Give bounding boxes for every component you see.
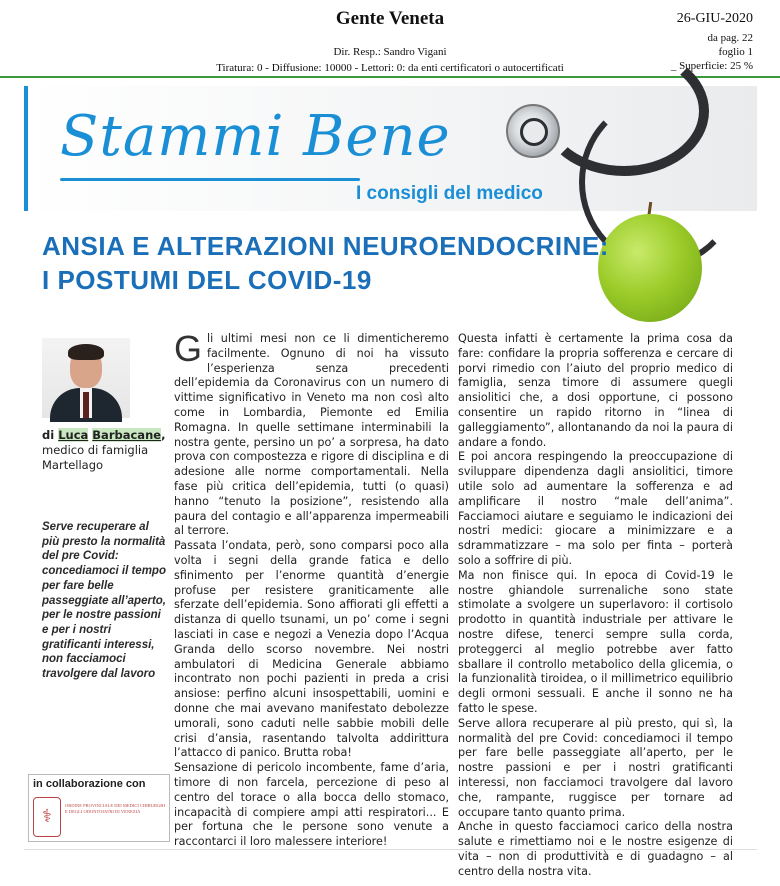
- headline-line-2: I POSTUMI DEL COVID-19: [42, 265, 372, 295]
- body-paragraph: Questa infatti è certamente la prima cosa da fare: confidare la propria sofferenza e cercare di porvi rimedio con l’aiuto del proprio medico di famiglia, senza timore di assumere quegli ansiolitici che, a dosi opportune, ci possono consentire un rapido ritorno in “linea di galleggiamento”, allontanando da noi la paura di andare a fondo.: [458, 332, 733, 449]
- collaboration-label: in collaborazione con: [33, 778, 146, 790]
- article-headline: [42, 229, 609, 297]
- author-last-name: Barbacane: [92, 428, 162, 442]
- body-paragraph: Anche in questo facciamoci carico della nostra salute e rimettiamo noi e le nostre esigenze di vita – non di produttività e di guadagno – al centro della nostra vita.: [458, 820, 733, 878]
- body-paragraph: Ma non finisce qui. In epoca di Covid-19 le nostre ghiandole surrenaliche sono state stimolate a svolgere un superlavoro: il cortisolo prodotto in quantità industriale per attivare le nostre difese, tenerci sempre sulla corda, proteggerci al meglio potrebbe aver fatto sballare il controllo metabolico della glicemia, o la funzionalità tiroidea, o il millimetrico equilibrio degli ormoni sessuali. E anche il sonno ne ha fatto le spese.: [458, 568, 733, 715]
- author-byline: [42, 428, 168, 473]
- drop-cap: G: [174, 328, 203, 369]
- body-paragraph: Passata l’ondata, però, sono comparsi poco alla volta i segni della grande fatica e dello sfinimento per l’enorme quantità d’energie profuse per resistere graniticamente alle sferzate dell’epidemia. Sono affiorati gli effetti a distanza di quello tsunami, un po’ come i segni lasciati in case e negozi a Venezia dopo l’Acqua Granda dello scorso novembre. Nei nostri ambulatori di Medicina Generale abbiamo incontrato non pochi pazienti in preda a crisi ansiose: perfino alcuni insospettabili, uomini e donne che mai avevano manifestato debolezze umorali, sono caduti nelle sabbie mobili delle crisi d’ansia, rasentando talvolta addirittura l’attacco di panico. Brutta roba!: [174, 539, 449, 760]
- medical-order-logo-icon: ⚕: [33, 797, 61, 837]
- author-hair: [68, 344, 104, 360]
- author-first-name: Luca: [58, 428, 89, 442]
- author-photo: [42, 338, 130, 418]
- medical-order-logo-text: ORDINE PROVINCIALE DEI MEDICI CHIRURGHI E DEGLI ODONTOIATRI DI VENEZIA: [65, 803, 165, 814]
- stethoscope-diaphragm: [520, 118, 548, 146]
- body-column-2: [458, 332, 733, 879]
- body-paragraph: Serve allora recuperare al più presto, qui sì, la normalità del pre Covid: concediamoci il tempo per fare belle passeggiate all’aperto, per le nostre passioni e per i nostri gratificanti interessi, non facciamoci travolgere dal lavoro che, rampante, ruggisce per tornare ad occupare tanto quanto prima.: [458, 716, 733, 819]
- banner-accent-bar: [24, 86, 28, 211]
- page-number: da pag. 22: [707, 32, 753, 44]
- surface-percent: _ Superficie: 25 %: [670, 60, 753, 72]
- article: [24, 86, 757, 878]
- collaboration-box: [28, 774, 170, 842]
- responsible-editor: Dir. Resp.: Sandro Vigani: [333, 46, 447, 58]
- body-column-1: [174, 328, 449, 850]
- column-title: Stammi Bene: [60, 104, 451, 169]
- green-apple-image: [598, 214, 702, 322]
- author-tie: [83, 392, 89, 418]
- author-name: [42, 428, 168, 443]
- sheet-number: foglio 1: [718, 46, 753, 58]
- headline-line-1: ANSIA E ALTERAZIONI NEUROENDOCRINE:: [42, 231, 609, 261]
- author-place: Martellago: [42, 458, 104, 472]
- byline-prefix: di: [42, 428, 59, 442]
- column-title-underline: [60, 178, 360, 181]
- body-paragraph: Sensazione di pericolo incombente, fame d’aria, timore di non farcela, percezione di peso al centro del torace o alla bocca dello stomaco, incapacità di compiere ampi atti respiratori... E per fortuna che le persone sono venute a raccontarci il loro malessere interiore!: [174, 761, 449, 849]
- circulation-info: Tiratura: 0 - Diffusione: 10000 - Lettori: 0: da enti certificatori o autocertificati: [216, 62, 564, 74]
- column-subtitle: I consigli del medico: [356, 183, 543, 204]
- byline-suffix: ,: [161, 428, 166, 442]
- body-paragraph: E poi ancora respingendo la preoccupazione di sviluppare dipendenza dagli ansiolitici, timore utile solo ad aumentare la sofferenza e ad amplificare il nostro “male dell’anima”. Facciamoci aiutare e seguiamo le indicazioni dei nostri medici: giocare a minimizzare e a sdrammatizzare – ma solo per finta – porterà solo a soffrire di più.: [458, 450, 733, 567]
- clipping-date: 26-GIU-2020: [676, 11, 753, 26]
- body-paragraph: [174, 328, 449, 539]
- publication-title: Gente Veneta: [335, 8, 445, 29]
- pull-quote: Serve recuperare al più presto la normalità del pre Covid: concediamoci il tempo per fare belle passeggiate all’aperto, per le nostre passioni e per i nostri gratificanti interessi, non facciamoci travolgere dal lavoro: [42, 521, 166, 681]
- surface-text: Superficie: 25 %: [679, 60, 753, 72]
- paragraph-text: li ultimi mesi non ce li dimenticheremo facilmente. Ognuno di noi ha vissuto l’esperienza senza precedenti dell’epidemia da Coronavirus con un numero di vittime significativo in Veneto ma non così alto come in Lombardia, Piemonte ed Emilia Romagna. In quelle settimane interminabili la nostra gente, persino un po’ a sorpresa, ha dato prova con compostezza e rigore di disciplina e di adesione alle norme comportamentali. Nella fase più critica dell’epidemia, tutti (o quasi) hanno “tenuto la posizione”, resistendo alla paura del contagio e all’apparenza impermeabili al terrore.: [174, 332, 449, 538]
- author-role: medico di famiglia: [42, 443, 149, 457]
